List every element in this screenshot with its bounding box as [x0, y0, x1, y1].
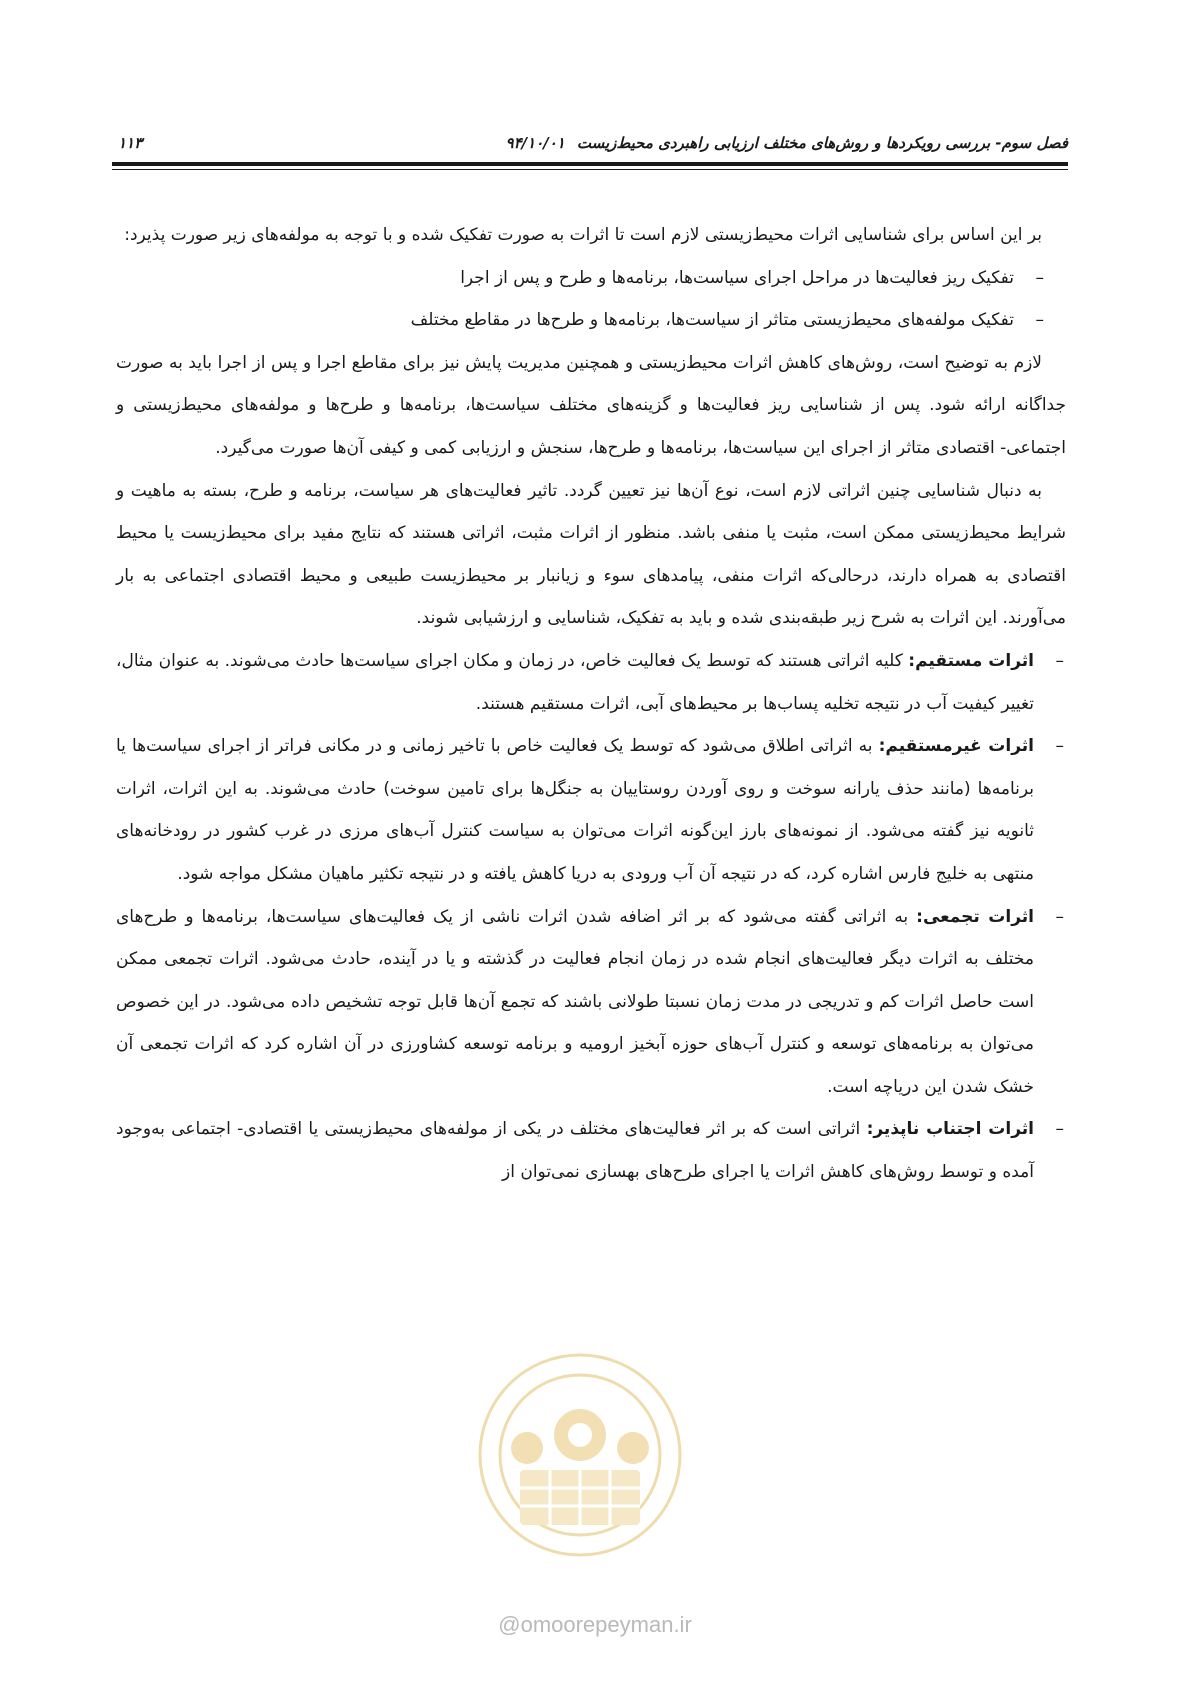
dash-bullet: – — [1035, 267, 1044, 288]
header-rule-thin — [112, 169, 1068, 170]
list-item — [116, 257, 1066, 300]
effect-term: اثرات غیرمستقیم: — [878, 736, 1035, 757]
watermark-site: @omoorepeyman.ir — [498, 1612, 692, 1637]
paragraph: لازم به توضیح است، روش‌های کاهش اثرات محیط‌زیستی و همچنین مدیریت پایش نیز برای مقاطع اجرا و پس از اجرا باید به صورت جداگانه ارائه شود. پس از شناسایی ریز فعالیت‌ها و گزینه‌های مختلف سیاست‌ها، برنامه‌ها و طرح‌ها و مولفه‌های محیط‌زیستی و اجتماعی- اقتصادی متاثر از اجرای این سیاست‌ها، برنامه‌ها و طرح‌ها، سنجش و ارزیابی کمی و کیفی آن‌ها صورت می‌گیرد. — [116, 352, 1066, 458]
watermark-site-text: omoorepeyman.ir — [520, 1612, 692, 1637]
header-date: ۹۴/۱۰/۰۱ — [505, 134, 565, 152]
effect-term: اثرات مستقیم: — [908, 650, 1034, 671]
page-number: ۱۱۳ — [118, 134, 143, 152]
effect-item-direct — [116, 640, 1066, 725]
dash-bullet: – — [1055, 650, 1064, 671]
effects-list — [116, 640, 1066, 1194]
list-item-text: تفکیک مولفه‌های محیط‌زیستی متاثر از سیاست‌ها، برنامه‌ها و طرح‌ها در مقاطع مختلف — [410, 310, 1014, 331]
effect-item-indirect — [116, 725, 1066, 895]
chapter-title — [506, 134, 1068, 152]
list-item — [116, 299, 1066, 342]
effect-item-unavoidable — [116, 1108, 1066, 1193]
effect-item-cumulative — [116, 896, 1066, 1109]
watermark-logo — [465, 1340, 695, 1570]
list-item-text: تفکیک ریز فعالیت‌ها در مراحل اجرای سیاست‌ها، برنامه‌ها و طرح و پس از اجرا — [460, 267, 1014, 288]
header-rule-thick — [112, 162, 1068, 166]
body-text — [116, 214, 1066, 1194]
effect-text: اثراتی است که بر اثر فعالیت‌های مختلف در یکی از مولفه‌های محیط‌زیستی یا اقتصادی- اجتماعی به‌وجود آمده و توسط روش‌های کاهش اثرات یا اجرای طرح‌های بهسازی نمی‌توان از — [116, 1119, 1034, 1183]
intro-paragraph: بر این اساس برای شناسایی اثرات محیط‌زیستی لازم است تا اثرات به صورت تفکیک شده و با توجه به مولفه‌های زیر صورت پذیرد: — [124, 225, 1042, 245]
dash-bullet: – — [1055, 736, 1064, 757]
effect-term: اثرات اجتناب ناپذیر: — [866, 1119, 1034, 1140]
dash-bullet: – — [1055, 1119, 1064, 1140]
intro-list — [116, 257, 1066, 342]
dash-bullet: – — [1035, 310, 1044, 331]
paragraph: به دنبال شناسایی چنین اثراتی لازم است، نوع آن‌ها نیز تعیین گردد. تاثیر فعالیت‌های هر سیاست، برنامه و طرح، بسته به ماهیت و شرایط محیط‌زیستی ممکن است، مثبت یا منفی باشد. منظور از اثرات مثبت، اثراتی هستند که نتایج مفید برای محیط‌زیست یا محیط اقتصادی به همراه دارند، درحالی‌که اثرات منفی، پیامدهای سوء و زیانبار بر محیط‌زیست طبیعی و محیط اقتصادی اجتماعی به بار می‌آورند. این اثرات به شرح زیر طبقه‌بندی شده و باید به تفکیک، شناسایی و ارزشیابی شوند. — [116, 480, 1066, 629]
chapter-title-text: فصل سوم- بررسی رویکردها و روش‌های مختلف ارزیابی راهبردی محیط‌زیست — [576, 134, 1068, 152]
effect-term: اثرات تجمعی: — [916, 906, 1035, 927]
dash-bullet: – — [1055, 906, 1064, 927]
effect-text: کلیه اثراتی هستند که توسط یک فعالیت خاص، در زمان و مکان اجرای سیاست‌ها حادث می‌شوند. به عنوان مثال، تغییر کیفیت آب در نتیجه تخلیه پساب‌ها بر محیط‌های آبی، اثرات مستقیم هستند. — [116, 650, 1034, 714]
effect-text: به اثراتی اطلاق می‌شود که توسط یک فعالیت خاص با تاخیر زمانی و در مکانی فراتر از اجرای سیاست‌ها یا برنامه‌ها (مانند حذف یارانه سوخت و روی آوردن روستاییان به جنگل‌ها برای تامین سوخت) حادث می‌شوند. به این اثرات، اثرات ثانویه نیز گفته می‌شود. از نمونه‌های بارز این‌گونه اثرات می‌توان به سیاست کنترل آب‌های مرزی در غرب کشور در رودخانه‌های منتهی به خلیج فارس اشاره کرد، که در نتیجه آن آب ورودی به دریا کاهش یافته و در نتیجه تکثیر ماهیان مشکل مواجه شود. — [116, 736, 1034, 884]
effect-text: به اثراتی گفته می‌شود که بر اثر اضافه شدن اثرات ناشی از یک فعالیت‌های سیاست‌ها، برنامه‌ها و طرح‌های مختلف به اثرات دیگر فعالیت‌های انجام شده در زمان انجام فعالیت در گذشته و یا در آینده، حادث می‌شود. اثرات تجمعی ممکن است حاصل اثرات کم و تدریجی در مدت زمان نسبتا طولانی باشند که تجمع آن‌ها قابل توجه تشخیص داده می‌شود. در این خصوص می‌توان به برنامه‌های توسعه و کنترل آب‌های حوزه آبخیز ارومیه و برنامه توسعه کشاورزی در آن اشاره کرد که اثرات تجمعی آن خشک شدن این دریاچه است. — [116, 906, 1034, 1097]
